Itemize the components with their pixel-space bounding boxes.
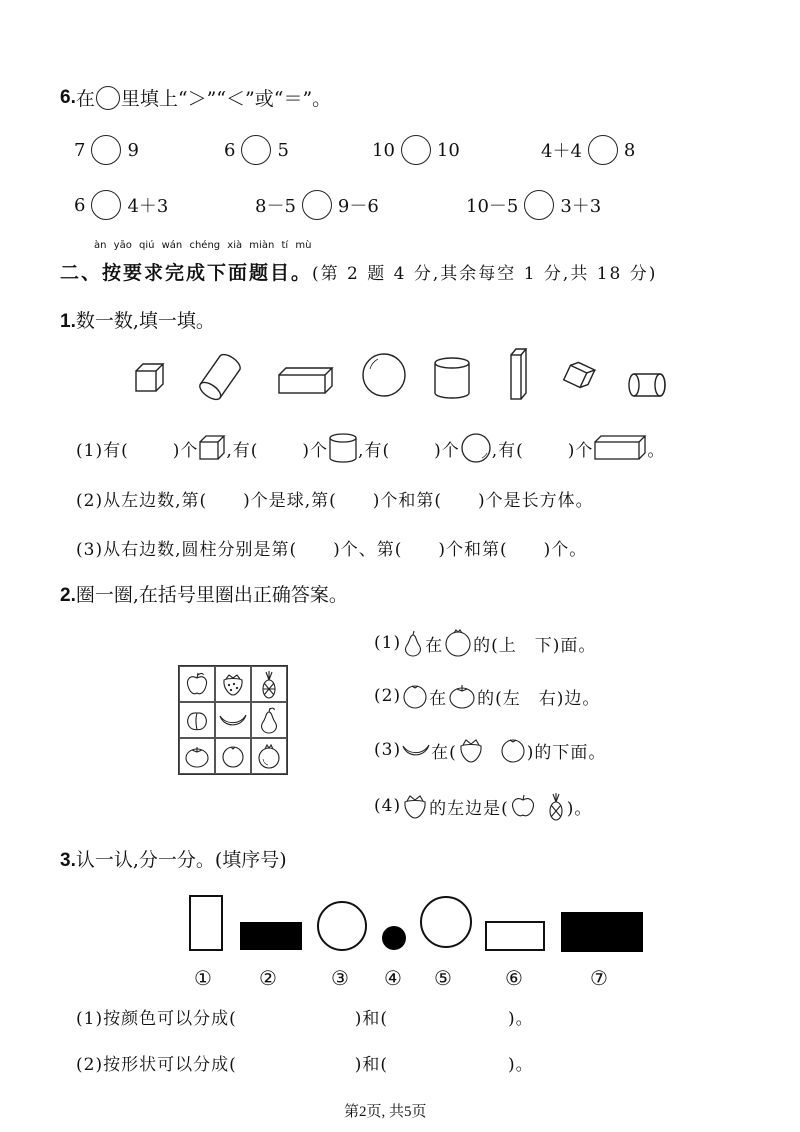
q2-s4-mid: 的左边是( [429,798,509,819]
page-footer: 第2页, 共5页 [344,1104,427,1120]
q2-s1-post[interactable]: 的(上 下)面。 [473,635,597,656]
strawberry-icon [220,671,246,697]
section2-note: (第 2 题 4 分,其余每空 1 分,共 18 分) [312,264,658,284]
pomegranate-icon [256,743,282,769]
cmp-left: 7 [74,139,86,161]
grid-cell-peach [179,702,215,738]
q2-heading [60,580,348,607]
q3-l2-b: )和( [354,1055,388,1075]
grid-cell-strawberry [215,666,251,702]
section2-title-text: 二、按要求完成下面题目。 [60,263,313,284]
cmp-right: 8 [623,139,636,161]
strawberry-icon [401,792,429,820]
cmp-right: 9 [127,139,139,161]
q2-s2-mid: 在 [429,688,448,709]
q2-s4 [374,790,592,822]
q2-s1-mid: 在 [425,635,444,656]
cuboid-long-icon [279,368,332,393]
cmp-left: 4＋4 [541,141,582,162]
shape-6-white-rect [486,922,544,950]
q1-line1 [76,432,665,464]
shape-3-white-circle [318,902,366,950]
shape-label-6: ⑥ [505,966,523,990]
q2-s3 [374,736,606,764]
blank-circle-icon [96,86,120,110]
blank[interactable] [237,1004,355,1029]
apple-icon [184,671,210,697]
cube-icon [136,364,163,391]
q1-l1-g: ,有( [491,440,524,461]
grid-cell-apple [179,666,215,702]
pear-icon [401,629,425,657]
shape-label-7: ⑦ [590,966,608,990]
q3-heading [60,845,287,872]
apple-icon [509,792,537,820]
cylinder-icon [328,432,358,464]
q6-instruction: 里填上“＞”“＜”或“＝”。 [120,88,332,110]
answer-circle-1[interactable] [91,135,121,165]
answer-circle-3[interactable] [401,135,431,165]
cylinder-tilted-icon [197,351,243,402]
sphere-icon [363,354,405,396]
q1-line3: (3)从右边数,圆柱分别是第( )个、第( )个和第( )个。 [76,540,588,560]
q6-pre: 在 [75,88,95,110]
q3-line2 [76,1050,534,1075]
cuboid-tall-icon [511,349,526,399]
cmp-right: 10 [436,139,460,161]
q2-number: 2. [60,585,76,606]
q2-title: 圈一圈,在括号里圈出正确答案。 [75,584,348,606]
answer-circle-4[interactable] [588,135,618,165]
grid-cell-banana [215,702,251,738]
q1-l1-e: ,有( [358,440,391,461]
q3-l1-a: (1)按颜色可以分成( [76,1009,237,1029]
shape-label-3: ③ [331,966,349,990]
q1-l1-d: )个 [302,440,329,461]
shape-5-white-circle [421,897,471,947]
pineapple-icon [545,790,567,822]
shape-label-2: ② [259,966,277,990]
cmp-left: 6 [224,139,236,161]
banana-icon [218,710,248,730]
q3-l2-c: )。 [507,1055,534,1075]
q1-number: 1. [60,311,76,332]
q3-line1 [76,1004,534,1029]
q1-l1-i: 。 [647,440,666,461]
section2-pinyin: àn yāo qiú wán chéng xià miàn tí mù [94,240,312,251]
cmp-left: 8－5 [255,196,296,217]
shape-1-white-rect-tall [190,896,222,950]
pear-icon [256,706,282,734]
blank[interactable] [388,1004,508,1029]
shape-label-1: ① [194,966,212,990]
orange-icon [499,736,527,764]
q2-s4-post: )。 [566,798,593,819]
shape-2-black-rect [240,922,302,950]
grid-cell-orange [215,738,251,774]
q2-s2 [374,682,600,710]
q2-s1-pre: (1) [374,633,402,653]
blank[interactable] [388,1050,508,1075]
tomato-icon [183,743,211,769]
pomegranate-icon [443,628,473,658]
cmp-item-1 [74,135,139,165]
q2-s2-pre: (2) [374,686,402,706]
answer-circle-5[interactable] [91,190,121,220]
shape-7-black-rect [561,912,643,952]
q3-number: 3. [60,850,76,871]
answer-circle-7[interactable] [524,190,554,220]
cmp-right: 9－6 [337,196,379,217]
q3-l1-c: )。 [507,1009,534,1029]
banana-icon [401,740,431,760]
q1-l1-c: ,有( [226,440,259,461]
grid-cell-tomato [179,738,215,774]
sphere-icon [460,432,492,464]
q1-title: 数一数,填一填。 [75,310,215,332]
cmp-left: 10 [372,139,395,161]
q1-l1-b: )个 [172,440,199,461]
q1-heading [60,306,215,333]
tomato-icon [447,682,477,710]
q1-line2: (2)从左边数,第( )个是球,第( )个和第( )个是长方体。 [76,491,594,511]
q1-l1-a: (1)有( [76,440,129,461]
fruit-grid [178,665,288,775]
answer-circle-2[interactable] [241,135,271,165]
cmp-right: 4＋3 [127,196,169,217]
answer-circle-6[interactable] [302,190,332,220]
cmp-right: 3＋3 [560,196,602,217]
pineapple-icon [256,669,282,699]
q3-l1-b: )和( [354,1009,388,1029]
cmp-item-6 [255,190,379,220]
q1-l1-h: )个 [567,440,594,461]
q2-s3-post: )的下面。 [526,742,607,763]
orange-icon [220,743,246,769]
cuboid-icon [593,435,647,461]
cylinder-side-icon [629,374,665,396]
q2-s3-pre: (3) [374,740,402,760]
cmp-left: 10－5 [466,196,519,217]
grid-cell-pear [251,702,287,738]
peach-icon [184,707,210,733]
q2-s1 [374,628,596,658]
q2-s2-post[interactable]: 的(左 右)边。 [477,688,601,709]
cube-tilted-icon [564,360,595,390]
q1-l1-f: )个 [434,440,460,461]
q1-shapes-row [0,345,800,405]
blank[interactable] [237,1050,355,1075]
section2-title [60,258,657,285]
shape-label-5: ⑤ [434,966,452,990]
q6-heading [60,84,331,111]
q6-number: 6. [60,86,76,108]
cmp-item-5 [74,190,168,220]
q3-title: 认一认,分一分。(填序号) [75,849,287,871]
cylinder-icon [435,358,469,398]
q2-s3-mid: 在( [431,742,457,763]
q2-s4-pre: (4) [374,796,402,816]
cmp-item-2 [224,135,289,165]
orange-icon [401,682,429,710]
cmp-item-4 [541,135,635,165]
cmp-right: 5 [277,139,289,161]
grid-cell-pineapple [251,666,287,702]
grid-cell-pomegranate [251,738,287,774]
shape-label-4: ④ [384,966,402,990]
cube-icon [198,435,226,461]
shape-4-black-dot [382,926,406,950]
cmp-item-7 [466,190,601,220]
q3-l2-a: (2)按形状可以分成( [76,1055,237,1075]
cmp-left: 6 [74,194,86,216]
strawberry-icon [457,736,485,764]
q3-shapes-row [0,890,800,960]
cmp-item-3 [372,135,460,165]
